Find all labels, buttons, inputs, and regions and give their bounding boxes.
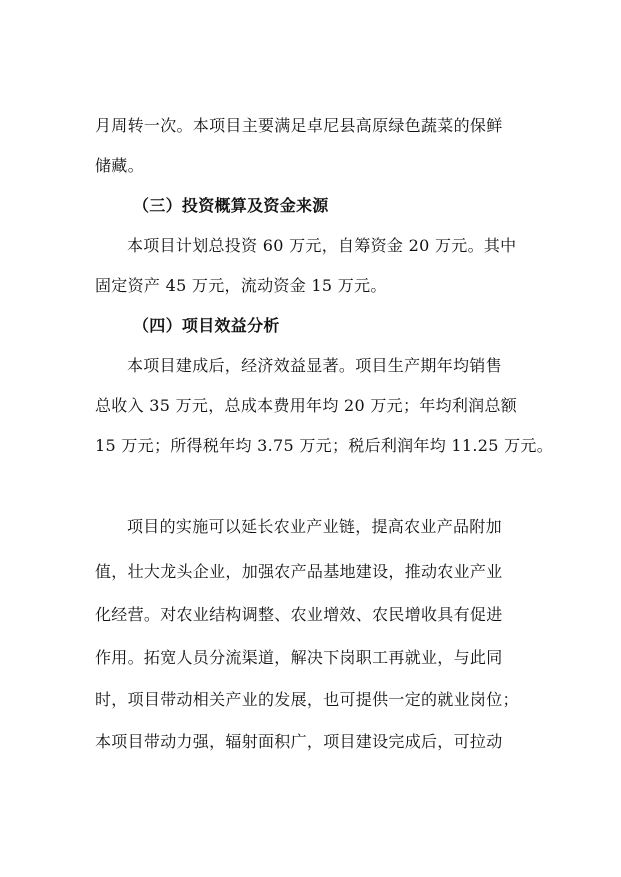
paragraph-line: 本项目计划总投资 60 万元，自筹资金 20 万元。其中 <box>127 236 517 255</box>
section-heading-investment: （三）投资概算及资金来源 <box>133 196 329 215</box>
paragraph-line: 总收入 35 万元，总成本费用年均 20 万元；年均利润总额 <box>95 396 518 415</box>
paragraph-line: 作用。拓宽人员分流渠道，解决下岗职工再就业，与此同 <box>95 648 503 667</box>
paragraph-line: 时，项目带动相关产业的发展，也可提供一定的就业岗位； <box>95 690 519 709</box>
paragraph-line: 月周转一次。本项目主要满足卓尼县高原绿色蔬菜的保鲜 <box>95 116 503 135</box>
paragraph-line: 项目的实施可以延长农业产业链，提高农业产品附加 <box>127 517 502 536</box>
paragraph-line: 本项目建成后，经济效益显著。项目生产期年均销售 <box>127 356 502 375</box>
paragraph-line: 值，壮大龙头企业，加强农产品基地建设，推动农业产业 <box>95 562 503 581</box>
paragraph-line: 本项目带动力强，辐射面积广，项目建设完成后，可拉动 <box>95 732 503 751</box>
section-heading-benefit: （四）项目效益分析 <box>133 316 280 335</box>
paragraph-line: 15 万元；所得税年均 3.75 万元；税后利润年均 11.25 万元。 <box>95 436 554 455</box>
paragraph-line: 储藏。 <box>95 156 144 175</box>
paragraph-line: 化经营。对农业结构调整、农业增效、农民增收具有促进 <box>95 605 503 624</box>
paragraph-line: 固定资产 45 万元，流动资金 15 万元。 <box>95 276 387 295</box>
